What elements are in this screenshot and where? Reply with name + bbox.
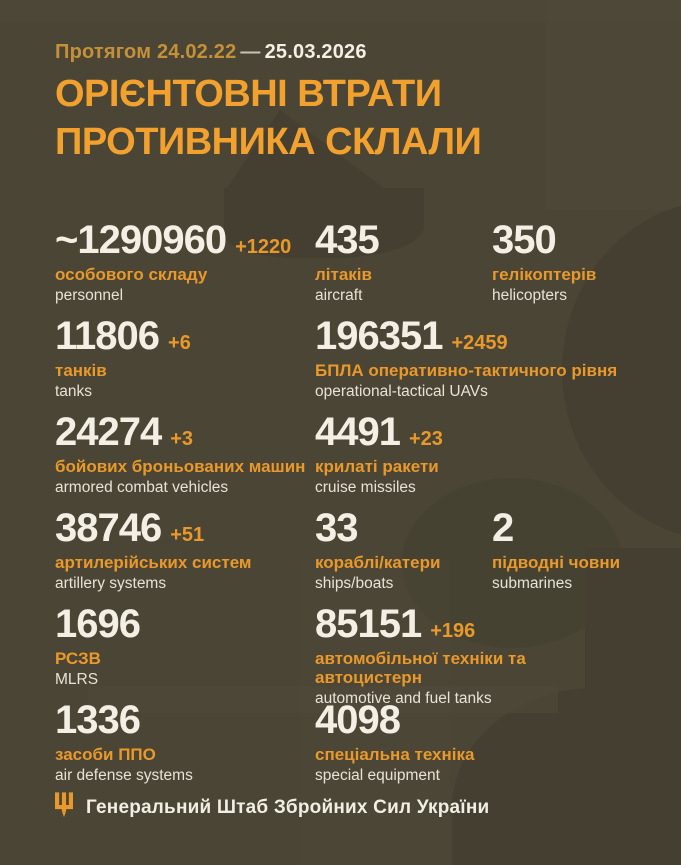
stat-value: 435 — [315, 218, 379, 262]
stat-label-uk: БПЛА оперативно-тактичного рівня — [315, 361, 618, 380]
period-end: 25.03.2026 — [264, 41, 367, 63]
page-title-line1: ОРІЄНТОВНІ ВТРАТИ — [55, 73, 442, 115]
stat-value: 1336 — [55, 698, 140, 742]
stat-label-en: special equipment — [315, 767, 440, 784]
stat-label-en: helicopters — [492, 287, 567, 304]
stat-delta: +23 — [408, 428, 443, 450]
stat-label-uk: спеціальна техніка — [315, 745, 475, 764]
stat-label-en: tanks — [55, 383, 93, 400]
stat-label-uk: гелікоптерів — [492, 265, 597, 284]
stat-label-uk: особового складу — [55, 265, 208, 284]
stat-vehicles-fuel-tanks — [315, 596, 633, 707]
stat-label-uk: літаків — [315, 265, 372, 284]
stat-value: 350 — [492, 218, 556, 262]
stat-mlrs — [55, 596, 315, 692]
stats-grid — [55, 212, 633, 788]
stat-label-en: MLRS — [55, 671, 99, 688]
stat-air-defense — [55, 692, 315, 788]
stat-value: 2 — [492, 506, 514, 550]
stat-label-en: submarines — [492, 575, 573, 592]
stat-armored-vehicles — [55, 404, 315, 500]
stat-label-en: aircraft — [315, 287, 363, 304]
stat-label-en: armored combat vehicles — [55, 479, 229, 496]
page-title-line2: ПРОТИВНИКА СКЛАЛИ — [55, 121, 482, 163]
stat-value: 85151 — [315, 602, 422, 646]
stat-delta: +6 — [168, 332, 191, 354]
footer — [55, 792, 489, 823]
stat-delta: +1220 — [235, 236, 292, 258]
stat-value: 38746 — [55, 506, 162, 550]
stat-value: ~1290960 — [55, 218, 227, 262]
stat-label-uk: танків — [55, 361, 107, 380]
stat-helicopters — [492, 212, 633, 308]
stat-value: 11806 — [55, 314, 160, 358]
stat-label-uk: бойових броньованих машин — [55, 457, 306, 476]
stat-ships — [315, 500, 492, 596]
stat-label-uk: кораблі/катери — [315, 553, 441, 572]
stat-label-en: ships/boats — [315, 575, 394, 592]
stat-special-equipment — [315, 692, 633, 788]
stat-artillery — [55, 500, 315, 596]
stat-label-uk: автомобільної техніки та автоцистерн — [315, 649, 526, 687]
stat-aircraft — [315, 212, 492, 308]
tryzub-icon — [55, 792, 73, 823]
stat-delta: +196 — [430, 620, 476, 642]
stat-value: 196351 — [315, 314, 443, 358]
stat-label-uk: артилерійських систем — [55, 553, 252, 572]
stat-label-en: personnel — [55, 287, 124, 304]
stat-uavs — [315, 308, 633, 404]
stat-value: 4098 — [315, 698, 400, 742]
stat-label-uk: РСЗВ — [55, 649, 101, 668]
stat-delta: +3 — [170, 428, 194, 450]
stat-personnel — [55, 212, 315, 308]
stat-value: 1696 — [55, 602, 140, 646]
stat-submarines — [492, 500, 633, 596]
stat-label-en: artillery systems — [55, 575, 167, 592]
period-start: Протягом 24.02.22 — [55, 41, 237, 63]
stat-value: 33 — [315, 506, 358, 550]
stat-label-en: cruise missiles — [315, 479, 416, 496]
report-period — [55, 41, 367, 64]
camo-shape — [545, 0, 681, 210]
stat-value: 4491 — [315, 410, 400, 454]
stat-label-uk: засоби ППО — [55, 745, 156, 764]
page-title — [55, 70, 481, 166]
stat-label-en: operational-tactical UAVs — [315, 383, 488, 400]
stat-label-en: air defense systems — [55, 767, 193, 784]
period-dash: — — [240, 41, 261, 63]
stat-delta: +2459 — [451, 332, 508, 354]
stat-delta: +51 — [170, 524, 205, 546]
source-org: Генеральний Штаб Збройних Сил України — [86, 796, 490, 818]
stat-label-uk: крилаті ракети — [315, 457, 439, 476]
stat-cruise-missiles — [315, 404, 633, 500]
stat-label-en: automotive and fuel tanks — [315, 690, 492, 707]
stat-tanks — [55, 308, 315, 404]
stat-label-uk: підводні човни — [492, 553, 621, 572]
stat-value: 24274 — [55, 410, 162, 454]
